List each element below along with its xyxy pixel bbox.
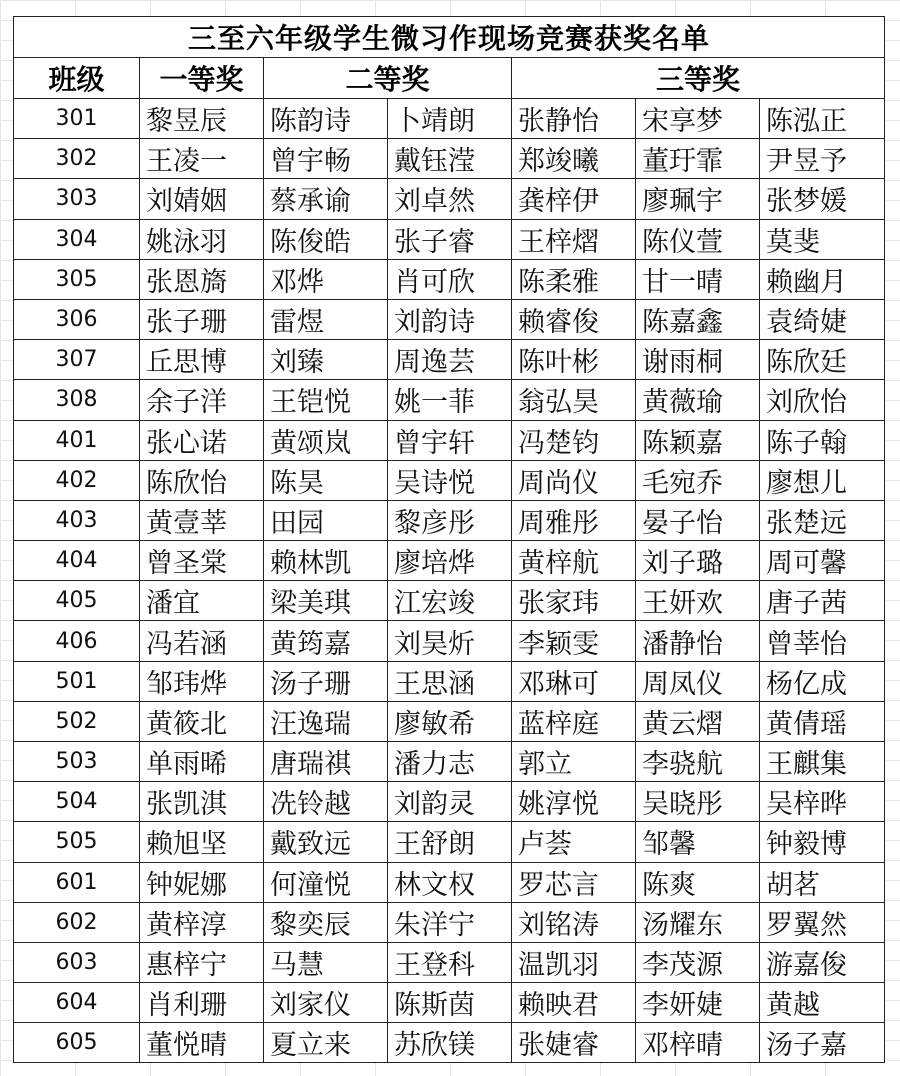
third-prize-cell[interactable]: 邓梓晴 (636, 1023, 760, 1063)
third-prize-cell[interactable]: 李骁航 (636, 742, 760, 782)
class-cell[interactable]: 304 (14, 219, 140, 259)
first-prize-cell[interactable]: 董悦晴 (140, 1023, 264, 1063)
class-cell[interactable]: 605 (14, 1023, 140, 1063)
third-prize-cell[interactable]: 钟毅博 (760, 822, 885, 862)
table-row (14, 420, 885, 460)
class-cell[interactable]: 404 (14, 541, 140, 581)
third-prize-cell[interactable]: 黄倩瑶 (760, 701, 885, 741)
table-body (14, 99, 885, 1063)
third-prize-cell[interactable]: 莫斐 (760, 219, 885, 259)
third-prize-cell[interactable]: 谢雨桐 (636, 340, 760, 380)
second-prize-cell[interactable]: 黄筠嘉 (264, 621, 388, 661)
third-prize-cell[interactable]: 卢荟 (512, 822, 636, 862)
third-prize-cell[interactable]: 陈欣廷 (760, 340, 885, 380)
first-prize-cell[interactable]: 黄壹莘 (140, 500, 264, 540)
second-prize-cell[interactable]: 廖培烨 (388, 541, 512, 581)
third-prize-cell[interactable]: 邓琳可 (512, 661, 636, 701)
first-prize-cell[interactable]: 王凌一 (140, 139, 264, 179)
first-prize-cell[interactable]: 张恩旖 (140, 259, 264, 299)
class-cell[interactable]: 301 (14, 99, 140, 139)
second-prize-cell[interactable]: 雷煜 (264, 299, 388, 339)
second-prize-cell[interactable]: 潘力志 (388, 742, 512, 782)
header-second-prize[interactable]: 二等奖 (264, 58, 512, 99)
table-row (14, 581, 885, 621)
third-prize-cell[interactable]: 汤耀东 (636, 902, 760, 942)
third-prize-cell[interactable]: 张婕睿 (512, 1023, 636, 1063)
second-prize-cell[interactable]: 刘卓然 (388, 179, 512, 219)
second-prize-cell[interactable]: 赖林凯 (264, 541, 388, 581)
third-prize-cell[interactable]: 李妍婕 (636, 983, 760, 1023)
class-cell[interactable]: 405 (14, 581, 140, 621)
second-prize-cell[interactable]: 刘臻 (264, 340, 388, 380)
third-prize-cell[interactable]: 赖睿俊 (512, 299, 636, 339)
third-prize-cell[interactable]: 刘铭涛 (512, 902, 636, 942)
class-cell[interactable]: 603 (14, 942, 140, 982)
second-prize-cell[interactable]: 张子睿 (388, 219, 512, 259)
class-cell[interactable]: 402 (14, 460, 140, 500)
second-prize-cell[interactable]: 黎彦彤 (388, 500, 512, 540)
third-prize-cell[interactable]: 宋享梦 (636, 99, 760, 139)
table-row (14, 701, 885, 741)
first-prize-cell[interactable]: 肖利珊 (140, 983, 264, 1023)
table-row (14, 902, 885, 942)
second-prize-cell[interactable]: 邓烨 (264, 259, 388, 299)
third-prize-cell[interactable]: 杨亿成 (760, 661, 885, 701)
table-row (14, 942, 885, 982)
third-prize-cell[interactable]: 赖映君 (512, 983, 636, 1023)
first-prize-cell[interactable]: 赖旭坚 (140, 822, 264, 862)
second-prize-cell[interactable]: 林文权 (388, 862, 512, 902)
table-row (14, 139, 885, 179)
third-prize-cell[interactable]: 赖幽月 (760, 259, 885, 299)
table-row (14, 822, 885, 862)
table-row (14, 219, 885, 259)
third-prize-cell[interactable]: 周凤仪 (636, 661, 760, 701)
third-prize-cell[interactable]: 唐子茜 (760, 581, 885, 621)
table-row (14, 621, 885, 661)
table-row (14, 99, 885, 139)
table-row (14, 541, 885, 581)
class-cell[interactable]: 505 (14, 822, 140, 862)
class-cell[interactable]: 502 (14, 701, 140, 741)
third-prize-cell[interactable]: 王麒集 (760, 742, 885, 782)
first-prize-cell[interactable]: 余子洋 (140, 380, 264, 420)
third-prize-cell[interactable]: 晏子怡 (636, 500, 760, 540)
class-cell[interactable]: 503 (14, 742, 140, 782)
class-cell[interactable]: 406 (14, 621, 140, 661)
table-row (14, 742, 885, 782)
third-prize-cell[interactable]: 周尚仪 (512, 460, 636, 500)
third-prize-cell[interactable]: 刘子璐 (636, 541, 760, 581)
third-prize-cell[interactable]: 尹昱予 (760, 139, 885, 179)
third-prize-cell[interactable]: 李颖雯 (512, 621, 636, 661)
second-prize-cell[interactable]: 陈韵诗 (264, 99, 388, 139)
first-prize-cell[interactable]: 张心诺 (140, 420, 264, 460)
class-cell[interactable]: 303 (14, 179, 140, 219)
header-class[interactable]: 班级 (14, 58, 140, 99)
third-prize-cell[interactable]: 廖想儿 (760, 460, 885, 500)
second-prize-cell[interactable]: 廖敏希 (388, 701, 512, 741)
first-prize-cell[interactable]: 黎昱辰 (140, 99, 264, 139)
second-prize-cell[interactable]: 肖可欣 (388, 259, 512, 299)
third-prize-cell[interactable]: 陈子翰 (760, 420, 885, 460)
table-row (14, 782, 885, 822)
table-row (14, 259, 885, 299)
table-row (14, 862, 885, 902)
first-prize-cell[interactable]: 张凯淇 (140, 782, 264, 822)
second-prize-cell[interactable]: 黎奕辰 (264, 902, 388, 942)
third-prize-cell[interactable]: 胡茗 (760, 862, 885, 902)
header-third-prize[interactable]: 三等奖 (512, 58, 885, 99)
third-prize-cell[interactable]: 陈柔雅 (512, 259, 636, 299)
third-prize-cell[interactable]: 陈泓正 (760, 99, 885, 139)
third-prize-cell[interactable]: 王妍欢 (636, 581, 760, 621)
second-prize-cell[interactable]: 陈昊 (264, 460, 388, 500)
third-prize-cell[interactable]: 罗芯言 (512, 862, 636, 902)
second-prize-cell[interactable]: 梁美琪 (264, 581, 388, 621)
third-prize-cell[interactable]: 冯楚钧 (512, 420, 636, 460)
third-prize-cell[interactable]: 陈叶彬 (512, 340, 636, 380)
second-prize-cell[interactable]: 姚一菲 (388, 380, 512, 420)
class-cell[interactable]: 302 (14, 139, 140, 179)
class-cell[interactable]: 307 (14, 340, 140, 380)
second-prize-cell[interactable]: 朱洋宁 (388, 902, 512, 942)
second-prize-cell[interactable]: 刘昊炘 (388, 621, 512, 661)
third-prize-cell[interactable]: 黄梓航 (512, 541, 636, 581)
second-prize-cell[interactable]: 江宏竣 (388, 581, 512, 621)
first-prize-cell[interactable]: 惠梓宁 (140, 942, 264, 982)
third-prize-cell[interactable]: 黄云熠 (636, 701, 760, 741)
third-prize-cell[interactable]: 廖珮宇 (636, 179, 760, 219)
third-prize-cell[interactable]: 汤子嘉 (760, 1023, 885, 1063)
third-prize-cell[interactable]: 龚梓伊 (512, 179, 636, 219)
second-prize-cell[interactable]: 卜靖朗 (388, 99, 512, 139)
class-cell[interactable]: 403 (14, 500, 140, 540)
second-prize-cell[interactable]: 王铠悦 (264, 380, 388, 420)
third-prize-cell[interactable]: 曾莘怡 (760, 621, 885, 661)
class-cell[interactable]: 401 (14, 420, 140, 460)
third-prize-cell[interactable]: 张家玮 (512, 581, 636, 621)
table-row (14, 983, 885, 1023)
third-prize-cell[interactable]: 周雅彤 (512, 500, 636, 540)
third-prize-cell[interactable]: 罗翼然 (760, 902, 885, 942)
table-row (14, 661, 885, 701)
second-prize-cell[interactable]: 陈俊皓 (264, 219, 388, 259)
third-prize-cell[interactable]: 周可馨 (760, 541, 885, 581)
table-row (14, 340, 885, 380)
third-prize-cell[interactable]: 翁弘昊 (512, 380, 636, 420)
table-row (14, 179, 885, 219)
third-prize-cell[interactable]: 董玗霏 (636, 139, 760, 179)
class-cell[interactable]: 604 (14, 983, 140, 1023)
third-prize-cell[interactable]: 李茂源 (636, 942, 760, 982)
second-prize-cell[interactable]: 汪逸瑞 (264, 701, 388, 741)
first-prize-cell[interactable]: 邹玮烨 (140, 661, 264, 701)
third-prize-cell[interactable]: 姚淳悦 (512, 782, 636, 822)
table-row (14, 460, 885, 500)
class-cell[interactable]: 501 (14, 661, 140, 701)
first-prize-cell[interactable]: 陈欣怡 (140, 460, 264, 500)
second-prize-cell[interactable]: 曾宇畅 (264, 139, 388, 179)
third-prize-cell[interactable]: 陈仪萱 (636, 219, 760, 259)
second-prize-cell[interactable]: 何潼悦 (264, 862, 388, 902)
second-prize-cell[interactable]: 曾宇轩 (388, 420, 512, 460)
second-prize-cell[interactable]: 马慧 (264, 942, 388, 982)
first-prize-cell[interactable]: 姚泳羽 (140, 219, 264, 259)
first-prize-cell[interactable]: 黄梓淳 (140, 902, 264, 942)
second-prize-cell[interactable]: 戴钰滢 (388, 139, 512, 179)
second-prize-cell[interactable]: 王舒朗 (388, 822, 512, 862)
first-prize-cell[interactable]: 张子珊 (140, 299, 264, 339)
first-prize-cell[interactable]: 黄筱北 (140, 701, 264, 741)
first-prize-cell[interactable]: 曾圣棠 (140, 541, 264, 581)
first-prize-cell[interactable]: 冯若涵 (140, 621, 264, 661)
first-prize-cell[interactable]: 刘婧姻 (140, 179, 264, 219)
second-prize-cell[interactable]: 吴诗悦 (388, 460, 512, 500)
second-prize-cell[interactable]: 王登科 (388, 942, 512, 982)
class-cell[interactable]: 504 (14, 782, 140, 822)
second-prize-cell[interactable]: 王思涵 (388, 661, 512, 701)
first-prize-cell[interactable]: 丘思博 (140, 340, 264, 380)
second-prize-cell[interactable]: 黄颂岚 (264, 420, 388, 460)
third-prize-cell[interactable]: 黄薇瑜 (636, 380, 760, 420)
third-prize-cell[interactable]: 王梓熠 (512, 219, 636, 259)
first-prize-cell[interactable]: 单雨晞 (140, 742, 264, 782)
second-prize-cell[interactable]: 周逸芸 (388, 340, 512, 380)
second-prize-cell[interactable]: 陈斯茵 (388, 983, 512, 1023)
class-cell[interactable]: 602 (14, 902, 140, 942)
second-prize-cell[interactable]: 刘韵诗 (388, 299, 512, 339)
third-prize-cell[interactable]: 吴梓晔 (760, 782, 885, 822)
third-prize-cell[interactable]: 蓝梓庭 (512, 701, 636, 741)
third-prize-cell[interactable]: 张静怡 (512, 99, 636, 139)
second-prize-cell[interactable]: 刘家仪 (264, 983, 388, 1023)
second-prize-cell[interactable]: 汤子珊 (264, 661, 388, 701)
third-prize-cell[interactable]: 陈颖嘉 (636, 420, 760, 460)
second-prize-cell[interactable]: 苏欣镁 (388, 1023, 512, 1063)
second-prize-cell[interactable]: 戴致远 (264, 822, 388, 862)
class-cell[interactable]: 305 (14, 259, 140, 299)
sheet-title[interactable]: 三至六年级学生微习作现场竞赛获奖名单 (14, 17, 885, 58)
third-prize-cell[interactable]: 游嘉俊 (760, 942, 885, 982)
second-prize-cell[interactable]: 夏立来 (264, 1023, 388, 1063)
third-prize-cell[interactable]: 邹馨 (636, 822, 760, 862)
table-row (14, 500, 885, 540)
table-row (14, 299, 885, 339)
second-prize-cell[interactable]: 田园 (264, 500, 388, 540)
class-cell[interactable]: 308 (14, 380, 140, 420)
third-prize-cell[interactable]: 刘欣怡 (760, 380, 885, 420)
first-prize-cell[interactable]: 潘宜 (140, 581, 264, 621)
table-row (14, 1023, 885, 1063)
third-prize-cell[interactable]: 张楚远 (760, 500, 885, 540)
second-prize-cell[interactable]: 蔡承谕 (264, 179, 388, 219)
third-prize-cell[interactable]: 温凯羽 (512, 942, 636, 982)
header-first-prize[interactable]: 一等奖 (140, 58, 264, 99)
third-prize-cell[interactable]: 陈爽 (636, 862, 760, 902)
third-prize-cell[interactable]: 黄越 (760, 983, 885, 1023)
third-prize-cell[interactable]: 潘静怡 (636, 621, 760, 661)
third-prize-cell[interactable]: 陈嘉鑫 (636, 299, 760, 339)
first-prize-cell[interactable]: 钟妮娜 (140, 862, 264, 902)
class-cell[interactable]: 601 (14, 862, 140, 902)
second-prize-cell[interactable]: 唐瑞祺 (264, 742, 388, 782)
award-list-table (13, 16, 885, 1063)
table-row (14, 380, 885, 420)
class-cell[interactable]: 306 (14, 299, 140, 339)
third-prize-cell[interactable]: 袁绮婕 (760, 299, 885, 339)
third-prize-cell[interactable]: 张梦媛 (760, 179, 885, 219)
third-prize-cell[interactable]: 毛宛乔 (636, 460, 760, 500)
second-prize-cell[interactable]: 刘韵灵 (388, 782, 512, 822)
third-prize-cell[interactable]: 吴晓彤 (636, 782, 760, 822)
third-prize-cell[interactable]: 甘一晴 (636, 259, 760, 299)
second-prize-cell[interactable]: 冼铃越 (264, 782, 388, 822)
third-prize-cell[interactable]: 郭立 (512, 742, 636, 782)
third-prize-cell[interactable]: 郑竣曦 (512, 139, 636, 179)
